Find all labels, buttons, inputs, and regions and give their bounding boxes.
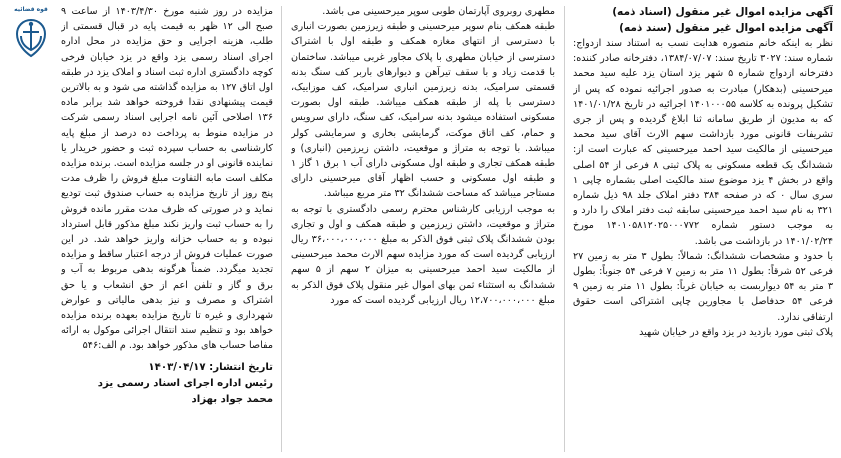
column-right	[573, 4, 833, 454]
signature-block	[61, 360, 273, 408]
column-left	[61, 4, 273, 454]
property-valuation: به موجب ارزیابی کارشناس محترم رسمی دادگستری با توجه به متراژ و موقعیت، داشتن زیرزمین و طبقه همکف و اول و تجاری بودن ششدانگ پلاک ثبتی فوق الذکر به مبلغ ۳۶،۰۰۰،۰۰۰،۰۰۰ ریال ارزیابی گردیده است که مورد مزایده سهم الارث محمد میرحسینی از مالکیت سید احمد میرحسینی به میزان ۲ سهم از ۵ سهم ششدانگ به استثناء ثمن بهای اموال غیر منقول پلاک فوق الذکر به مبلغ ۱۲،۷۰۰،۰۰۰،۰۰۰ ریال ارزیابی گردیده است که مورد	[291, 203, 555, 306]
notice-title-1: آگهی مزایده اموال غیر منقول (اسناد ذمه)	[612, 6, 833, 18]
logo-caption: قوه قضائیه	[14, 6, 48, 13]
property-address: مطهری روبروی آپارتمان طوبی سوپر میرحسینی می باشد.	[322, 6, 555, 17]
property-bounds: با حدود و مشخصات ششدانگ: شمالاً: بطول ۳ متر به زمین ۲۷ فرعی ۵۲ شرقاً: بطول ۱۱ متر به زمین ۷ فرعی ۵۴ جنوباً: بطول ۳ متر به ۵۴ دیواربست به خیابان غرباً: بطول ۱۱ متر به زمین ۹ فرعی ۵۴ حدفاصل با مجاورین چاپی اشتراکی است حقوق ارتفاقی ندارد.	[573, 250, 833, 323]
signer-name: محمد جواد بهزاد	[191, 393, 273, 405]
column-divider	[281, 6, 282, 452]
notice-body-intro: نظر به اینکه خانم منصوره هدایت نسب به استناد سند ازدواج: شماره سند: ۳۰۲۷ تاریخ سند: ۱۳۸۴/۰۷/۰۷، دفترخانه صادر کننده: دفترخانه ازدواج شماره ۵ شهر یزد استان یزد علیه سید محمد میرحسینی (بدهکار) مبادرت به صدور اجرائیه نموده که پس از تشکیل پرونده به کلاسه ۱۴۰۱۰۰۰۵۵ اجرائیه در تاریخ ۱۴۰۱/۰۱/۲۸ که به مدیون از طریق سامانه ثنا ابلاغ گردیده و پس از جری تشریفات قانونی مورد بازداشت سهم الارث آقای سید محمد میرحسینی از مالکیت سید احمد میرحسینی که عبارت است از: ششدانگ یک قطعه مسکونی به پلاک ثبتی ۸ فرعی از ۵۴ اصلی واقع در بخش ۴ یزد موضوع سند مالکیت اصلی بشماره چاپی ۱ سری سال ۰ که در صفحه ۳۸۴ دفتر املاک جلد ۹۸ ذیل شماره ۳۲۱ به نام سید احمد میرحسینی سابقه ثبت دفتر املاک را دارد و به موجب دستور شماره ۱۴۰۱۰۵۸۱۲۰۲۵۰۰۰۷۷۲ مورخ ۱۴۰۱/۰۲/۲۴ در بازداشت می باشد.	[573, 38, 833, 247]
column-divider	[564, 6, 565, 452]
auction-terms: مزایده در روز شنبه مورخ ۱۴۰۳/۴/۳۰ از ساعت ۹ صبح الی ۱۲ ظهر به قیمت پایه در قبال قسمتی از طلب، هزینه اجرایی و حق مزایده در محل اداره اجرای اسناد رسمی یزد واقع در یزد خیابان فرخی کوچه دادگستری اداره ثبت اسناد و املاک یزد در طبقه اول اتاق ۱۲۷ به مزایده گذاشته می شود و به بالاترین قیمت پیشنهادی نقدا فروخته خواهد شد برابر ماده ۱۳۶ اصلاحی آئین نامه اجرایی اسناد رسمی شرکت در مزایده منوط به پرداخت ده درصد از مبلغ پایه کارشناسی به حساب سپرده ثبت و حضور خریدار یا نماینده قانونی او در جلسه مزایده است. برنده مزایده مکلف است مابه التفاوت مبلغ فروش را ظرف مدت پنج روز از تاریخ مزایده به حساب صندوق ثبت تودیع نماید و در صورتی که ظرف مدت مقرر مانده فروش را به حساب ثبت واریز نکند مبلغ مذکور قابل استرداد نبوده و به حساب خزانه واریز خواهد شد. در این صورت عملیات فروش از درجه اعتبار ساقط و مزایده تجدید میگردد. ضمناً هرگونه بدهی مربوط به آب و برق و گاز و تلفن اعم از حق انشعاب و یا حق اشتراک و مصرف و نیز بدهی مالیاتی و عوارض شهرداری و غیره تا تاریخ مزایده بعهده برنده مزایده خواهد بود و تنظیم سند انتقال اجرائی موکول به ارائه مفاصا حساب های مذکور خواهد بود. م الف:۵۴۶	[61, 6, 273, 352]
column-middle	[291, 4, 555, 454]
signer-title: رئیس اداره اجرای اسناد رسمی یزد	[97, 377, 273, 389]
judiciary-logo	[5, 6, 57, 66]
property-location: پلاک ثبتی مورد بازدید در یزد واقع در خیابان شهید	[639, 326, 833, 338]
property-description: طبقه همکف بنام سوپر میرحسینی و طبقه زیرزمین بصورت انباری با دسترسی از انتهای مغازه همکف و طبقه اول با اشتراک دسترسی از خیابان مطهری با پلاک مجاور غربی میباشد. ساختمان با قدمت زیاد و با سقف تیرآهن و دیوارهای باربر کف سنگ بدنه قسمتی سرامیک، بدنه زیرزمین انباری سرامیک، کف موزاییک، دسترسی با پله از طبقه همکف میباشد. طبقه اول بصورت مسکونی استفاده میشود بدنه سرامیک، کف سنگ، دارای سرویس و حمام، کف اتاق موکت، گرمایشی بخاری و سرمایشی کولر میباشد. با توجه به متراژ و موقعیت، داشتن زیرزمین (انباری) و طبقه همکف تجاری و طبقه اول مسکونی دارای آب ۱ برق ۱ گاز ۱ و طبقه اول مسکونی و حسب اظهار آقای میرحسینی دارای مستاجر میباشد که مساحت ششدانگ ۳۲ متر مربع میباشد.	[291, 21, 555, 200]
publish-date: تاریخ انتشار: ۱۴۰۳/۰۴/۱۷	[148, 361, 273, 373]
notice-title-2: آگهی مزایده اموال غیر منقول (سند ذمه)	[619, 22, 833, 34]
emblem-icon	[5, 6, 57, 66]
